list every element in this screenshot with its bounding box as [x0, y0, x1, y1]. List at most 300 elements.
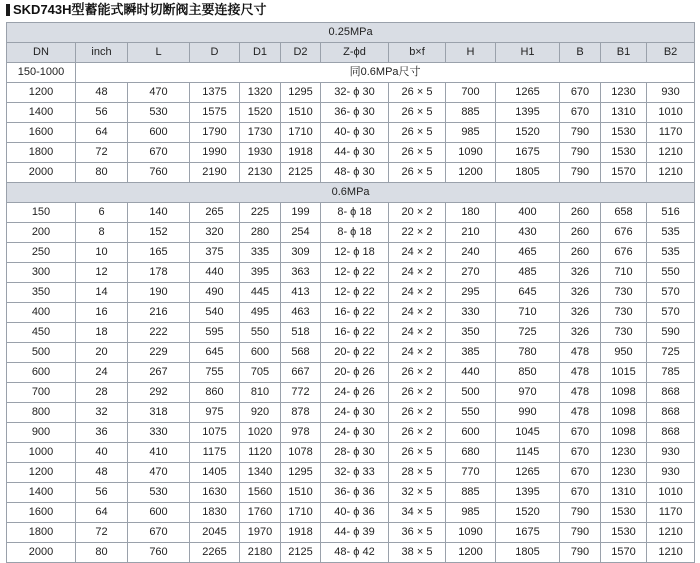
cell-h1: 1520 [496, 503, 560, 523]
cell-b2: 550 [647, 263, 695, 283]
cell-b2: 725 [647, 343, 695, 363]
cell-d2: 1918 [281, 143, 321, 163]
cell-b1: 676 [601, 223, 647, 243]
cell-l: 330 [128, 423, 190, 443]
cell-dn: 1400 [7, 103, 76, 123]
cell-l: 470 [128, 83, 190, 103]
cell-b-x-f: 38 × 5 [389, 543, 446, 563]
cell-l: 760 [128, 163, 190, 183]
cell-d2: 2125 [281, 163, 321, 183]
cell-dn: 1200 [7, 83, 76, 103]
cell-b1: 1098 [601, 383, 647, 403]
cell-dn: 1800 [7, 143, 76, 163]
cell-h1: 645 [496, 283, 560, 303]
table-row [7, 223, 695, 243]
cell-b: 260 [560, 223, 601, 243]
cell-l: 670 [128, 523, 190, 543]
cell-b1: 1098 [601, 423, 647, 443]
cell-b1: 950 [601, 343, 647, 363]
table-row [7, 263, 695, 283]
cell-d2: 413 [281, 283, 321, 303]
cell-d2: 2125 [281, 543, 321, 563]
cell-d: 265 [190, 203, 240, 223]
cell-d: 440 [190, 263, 240, 283]
cell-l: 410 [128, 443, 190, 463]
cell-h1: 1805 [496, 543, 560, 563]
cell-b1: 730 [601, 303, 647, 323]
cell-h: 985 [446, 123, 496, 143]
cell-h: 240 [446, 243, 496, 263]
cell-b1: 658 [601, 203, 647, 223]
cell-h: 210 [446, 223, 496, 243]
cell-dn: 1200 [7, 463, 76, 483]
cell-b1: 1230 [601, 83, 647, 103]
cell-d1: 1730 [240, 123, 281, 143]
cell-d1: 1020 [240, 423, 281, 443]
table-row [7, 403, 695, 423]
table-row [7, 303, 695, 323]
cell-b2: 785 [647, 363, 695, 383]
cell-b2: 516 [647, 203, 695, 223]
cell-b-x-f: 34 × 5 [389, 503, 446, 523]
cell-z-phi-d: 36- ϕ 30 [321, 103, 389, 123]
cell-dn: 800 [7, 403, 76, 423]
cell-d2: 1918 [281, 523, 321, 543]
cell-d: 645 [190, 343, 240, 363]
cell-d2: 1295 [281, 463, 321, 483]
cell-d2: 463 [281, 303, 321, 323]
table-row [7, 443, 695, 463]
cell-b-x-f: 26 × 5 [389, 443, 446, 463]
cell-b-x-f: 22 × 2 [389, 223, 446, 243]
cell-d2: 1510 [281, 103, 321, 123]
cell-d1: 1970 [240, 523, 281, 543]
cell-b-x-f: 36 × 5 [389, 523, 446, 543]
cell-b1: 1310 [601, 103, 647, 123]
cell-b: 326 [560, 303, 601, 323]
cell-b: 670 [560, 83, 601, 103]
cell-b: 790 [560, 543, 601, 563]
cell-h: 1090 [446, 143, 496, 163]
cell-b: 670 [560, 423, 601, 443]
cell-b2: 570 [647, 303, 695, 323]
table-row [7, 283, 695, 303]
table-row [7, 123, 695, 143]
cell-b1: 1015 [601, 363, 647, 383]
cell-z-phi-d: 12- ϕ 22 [321, 283, 389, 303]
cell-d: 540 [190, 303, 240, 323]
cell-h1: 430 [496, 223, 560, 243]
cell-z-phi-d: 36- ϕ 36 [321, 483, 389, 503]
cell-l: 318 [128, 403, 190, 423]
cell-d: 1630 [190, 483, 240, 503]
cell-l: 190 [128, 283, 190, 303]
cell-b2: 1170 [647, 123, 695, 143]
cell-l: 222 [128, 323, 190, 343]
cell-d1: 920 [240, 403, 281, 423]
cell-b-x-f: 20 × 2 [389, 203, 446, 223]
cell-dn: 1800 [7, 523, 76, 543]
cell-inch: 80 [76, 163, 128, 183]
cell-d1: 1930 [240, 143, 281, 163]
column-header-z-phi-d: Z-ϕd [321, 43, 389, 63]
cell-d: 2265 [190, 543, 240, 563]
cell-inch: 64 [76, 123, 128, 143]
cell-h: 330 [446, 303, 496, 323]
cell-l: 178 [128, 263, 190, 283]
cell-d: 755 [190, 363, 240, 383]
cell-d: 1175 [190, 443, 240, 463]
cell-inch: 8 [76, 223, 128, 243]
cell-inch: 12 [76, 263, 128, 283]
table-row [7, 503, 695, 523]
cell-h1: 710 [496, 303, 560, 323]
cell-d2: 363 [281, 263, 321, 283]
cell-b1: 1530 [601, 503, 647, 523]
cell-dn: 200 [7, 223, 76, 243]
cell-b: 260 [560, 203, 601, 223]
cell-d1: 1120 [240, 443, 281, 463]
cell-b: 790 [560, 143, 601, 163]
cell-d1: 550 [240, 323, 281, 343]
table-row [7, 143, 695, 163]
cell-b-x-f: 24 × 2 [389, 303, 446, 323]
cell-h: 180 [446, 203, 496, 223]
cell-h: 440 [446, 363, 496, 383]
cell-h1: 1145 [496, 443, 560, 463]
note-text: 同0.6MPa尺寸 [76, 63, 695, 83]
cell-b2: 868 [647, 403, 695, 423]
cell-dn: 300 [7, 263, 76, 283]
cell-d2: 309 [281, 243, 321, 263]
cell-b: 478 [560, 363, 601, 383]
cell-inch: 72 [76, 523, 128, 543]
table-row [7, 463, 695, 483]
cell-dn: 450 [7, 323, 76, 343]
cell-d1: 600 [240, 343, 281, 363]
cell-h: 1200 [446, 543, 496, 563]
cell-d: 320 [190, 223, 240, 243]
cell-dn: 700 [7, 383, 76, 403]
cell-h: 700 [446, 83, 496, 103]
cell-inch: 56 [76, 483, 128, 503]
cell-b2: 1210 [647, 143, 695, 163]
cell-b: 790 [560, 523, 601, 543]
cell-d1: 1760 [240, 503, 281, 523]
cell-dn: 150-1000 [7, 63, 76, 83]
cell-b1: 1310 [601, 483, 647, 503]
table-row [7, 343, 695, 363]
cell-d1: 445 [240, 283, 281, 303]
cell-d: 1575 [190, 103, 240, 123]
column-header-inch: inch [76, 43, 128, 63]
cell-h: 985 [446, 503, 496, 523]
table-body [7, 23, 695, 563]
cell-d: 375 [190, 243, 240, 263]
cell-h1: 1675 [496, 143, 560, 163]
note-row [7, 63, 695, 83]
cell-b2: 868 [647, 423, 695, 443]
column-header-b2: B2 [647, 43, 695, 63]
cell-h1: 1520 [496, 123, 560, 143]
cell-d: 2190 [190, 163, 240, 183]
cell-z-phi-d: 44- ϕ 30 [321, 143, 389, 163]
cell-l: 152 [128, 223, 190, 243]
cell-z-phi-d: 48- ϕ 30 [321, 163, 389, 183]
cell-dn: 1600 [7, 123, 76, 143]
cell-b1: 1230 [601, 463, 647, 483]
cell-b-x-f: 24 × 2 [389, 243, 446, 263]
cell-d2: 772 [281, 383, 321, 403]
cell-h1: 1045 [496, 423, 560, 443]
cell-h1: 970 [496, 383, 560, 403]
cell-h1: 1675 [496, 523, 560, 543]
cell-h1: 725 [496, 323, 560, 343]
cell-z-phi-d: 20- ϕ 26 [321, 363, 389, 383]
cell-h: 385 [446, 343, 496, 363]
cell-d1: 335 [240, 243, 281, 263]
cell-inch: 16 [76, 303, 128, 323]
cell-b: 670 [560, 463, 601, 483]
cell-z-phi-d: 12- ϕ 18 [321, 243, 389, 263]
table-row [7, 363, 695, 383]
table-row [7, 383, 695, 403]
cell-l: 600 [128, 123, 190, 143]
cell-d1: 280 [240, 223, 281, 243]
cell-dn: 600 [7, 363, 76, 383]
cell-h1: 1805 [496, 163, 560, 183]
cell-dn: 150 [7, 203, 76, 223]
table-row [7, 523, 695, 543]
title-marker [6, 4, 10, 16]
cell-z-phi-d: 44- ϕ 39 [321, 523, 389, 543]
cell-l: 292 [128, 383, 190, 403]
cell-d2: 1710 [281, 123, 321, 143]
cell-h1: 485 [496, 263, 560, 283]
cell-b2: 930 [647, 443, 695, 463]
cell-z-phi-d: 16- ϕ 22 [321, 323, 389, 343]
cell-b: 326 [560, 283, 601, 303]
section-pressure-0-25mpa [7, 23, 695, 43]
cell-d: 1830 [190, 503, 240, 523]
cell-z-phi-d: 32- ϕ 30 [321, 83, 389, 103]
column-header-d2: D2 [281, 43, 321, 63]
cell-b-x-f: 24 × 2 [389, 323, 446, 343]
cell-b-x-f: 26 × 5 [389, 143, 446, 163]
table-row [7, 323, 695, 343]
section-pressure-0-25mpa-label: 0.25MPa [7, 23, 695, 43]
cell-b-x-f: 24 × 2 [389, 343, 446, 363]
column-header-b: B [560, 43, 601, 63]
cell-b: 478 [560, 403, 601, 423]
cell-h: 1090 [446, 523, 496, 543]
column-header-l: L [128, 43, 190, 63]
cell-d2: 667 [281, 363, 321, 383]
cell-h1: 990 [496, 403, 560, 423]
cell-inch: 24 [76, 363, 128, 383]
cell-l: 600 [128, 503, 190, 523]
cell-b1: 1530 [601, 523, 647, 543]
dimension-table [6, 22, 695, 563]
cell-b1: 730 [601, 323, 647, 343]
cell-b: 790 [560, 123, 601, 143]
cell-b: 670 [560, 483, 601, 503]
cell-b1: 676 [601, 243, 647, 263]
cell-b1: 1230 [601, 443, 647, 463]
cell-b1: 1098 [601, 403, 647, 423]
cell-inch: 72 [76, 143, 128, 163]
table-row [7, 483, 695, 503]
cell-b1: 1570 [601, 163, 647, 183]
cell-dn: 350 [7, 283, 76, 303]
cell-b: 326 [560, 323, 601, 343]
cell-d1: 1320 [240, 83, 281, 103]
cell-d: 1075 [190, 423, 240, 443]
cell-d: 490 [190, 283, 240, 303]
cell-h: 550 [446, 403, 496, 423]
cell-h: 295 [446, 283, 496, 303]
cell-d: 975 [190, 403, 240, 423]
cell-d1: 705 [240, 363, 281, 383]
table-row [7, 103, 695, 123]
cell-h: 500 [446, 383, 496, 403]
cell-l: 216 [128, 303, 190, 323]
cell-h: 680 [446, 443, 496, 463]
cell-inch: 20 [76, 343, 128, 363]
cell-d2: 1510 [281, 483, 321, 503]
cell-b-x-f: 26 × 2 [389, 423, 446, 443]
cell-z-phi-d: 12- ϕ 22 [321, 263, 389, 283]
column-header-h1: H1 [496, 43, 560, 63]
cell-z-phi-d: 40- ϕ 36 [321, 503, 389, 523]
cell-b2: 930 [647, 463, 695, 483]
cell-l: 165 [128, 243, 190, 263]
cell-inch: 28 [76, 383, 128, 403]
cell-h: 770 [446, 463, 496, 483]
cell-b-x-f: 24 × 2 [389, 263, 446, 283]
section-pressure-0-6mpa-label: 0.6MPa [7, 183, 695, 203]
cell-b: 478 [560, 383, 601, 403]
cell-b-x-f: 26 × 2 [389, 383, 446, 403]
cell-d: 1790 [190, 123, 240, 143]
cell-d: 1375 [190, 83, 240, 103]
column-header-d1: D1 [240, 43, 281, 63]
cell-inch: 48 [76, 463, 128, 483]
cell-d2: 568 [281, 343, 321, 363]
cell-l: 140 [128, 203, 190, 223]
cell-dn: 1600 [7, 503, 76, 523]
cell-b1: 730 [601, 283, 647, 303]
cell-d2: 518 [281, 323, 321, 343]
cell-b1: 1530 [601, 143, 647, 163]
cell-d1: 810 [240, 383, 281, 403]
cell-z-phi-d: 32- ϕ 33 [321, 463, 389, 483]
cell-b2: 1170 [647, 503, 695, 523]
cell-l: 267 [128, 363, 190, 383]
cell-inch: 40 [76, 443, 128, 463]
cell-d: 2045 [190, 523, 240, 543]
title-text: SKD743H型蓄能式瞬时切断阀主要连接尺寸 [13, 2, 267, 17]
cell-l: 229 [128, 343, 190, 363]
cell-h: 1200 [446, 163, 496, 183]
cell-dn: 1000 [7, 443, 76, 463]
cell-b: 670 [560, 443, 601, 463]
cell-z-phi-d: 48- ϕ 42 [321, 543, 389, 563]
cell-d1: 395 [240, 263, 281, 283]
cell-z-phi-d: 8- ϕ 18 [321, 203, 389, 223]
table-row [7, 203, 695, 223]
cell-b-x-f: 28 × 5 [389, 463, 446, 483]
cell-inch: 6 [76, 203, 128, 223]
cell-d1: 225 [240, 203, 281, 223]
cell-d2: 254 [281, 223, 321, 243]
cell-dn: 1400 [7, 483, 76, 503]
cell-d1: 1520 [240, 103, 281, 123]
cell-dn: 900 [7, 423, 76, 443]
cell-z-phi-d: 20- ϕ 22 [321, 343, 389, 363]
cell-l: 530 [128, 103, 190, 123]
cell-inch: 64 [76, 503, 128, 523]
cell-b-x-f: 32 × 5 [389, 483, 446, 503]
cell-h: 885 [446, 483, 496, 503]
cell-d1: 1340 [240, 463, 281, 483]
cell-b-x-f: 24 × 2 [389, 283, 446, 303]
cell-z-phi-d: 28- ϕ 30 [321, 443, 389, 463]
cell-inch: 48 [76, 83, 128, 103]
column-header-b-x-f: b×f [389, 43, 446, 63]
cell-b-x-f: 26 × 5 [389, 163, 446, 183]
cell-z-phi-d: 24- ϕ 30 [321, 423, 389, 443]
cell-b2: 868 [647, 383, 695, 403]
cell-h1: 1265 [496, 83, 560, 103]
cell-b-x-f: 26 × 2 [389, 363, 446, 383]
cell-b2: 1210 [647, 523, 695, 543]
cell-d1: 1560 [240, 483, 281, 503]
cell-dn: 2000 [7, 543, 76, 563]
cell-inch: 18 [76, 323, 128, 343]
cell-d2: 1710 [281, 503, 321, 523]
cell-b2: 1010 [647, 483, 695, 503]
column-header-d: D [190, 43, 240, 63]
cell-b2: 570 [647, 283, 695, 303]
cell-d: 860 [190, 383, 240, 403]
cell-d1: 2130 [240, 163, 281, 183]
cell-d2: 878 [281, 403, 321, 423]
cell-inch: 10 [76, 243, 128, 263]
section-pressure-0-6mpa [7, 183, 695, 203]
cell-inch: 14 [76, 283, 128, 303]
cell-b2: 535 [647, 243, 695, 263]
cell-l: 470 [128, 463, 190, 483]
table-row [7, 423, 695, 443]
cell-b1: 1530 [601, 123, 647, 143]
cell-b2: 1210 [647, 163, 695, 183]
cell-h1: 1395 [496, 103, 560, 123]
cell-z-phi-d: 16- ϕ 22 [321, 303, 389, 323]
cell-dn: 2000 [7, 163, 76, 183]
column-header-b1: B1 [601, 43, 647, 63]
cell-h: 270 [446, 263, 496, 283]
cell-b: 790 [560, 163, 601, 183]
cell-h1: 1265 [496, 463, 560, 483]
table-row [7, 163, 695, 183]
cell-d2: 978 [281, 423, 321, 443]
cell-inch: 80 [76, 543, 128, 563]
cell-b: 670 [560, 103, 601, 123]
cell-b2: 930 [647, 83, 695, 103]
cell-b2: 1010 [647, 103, 695, 123]
cell-h1: 465 [496, 243, 560, 263]
